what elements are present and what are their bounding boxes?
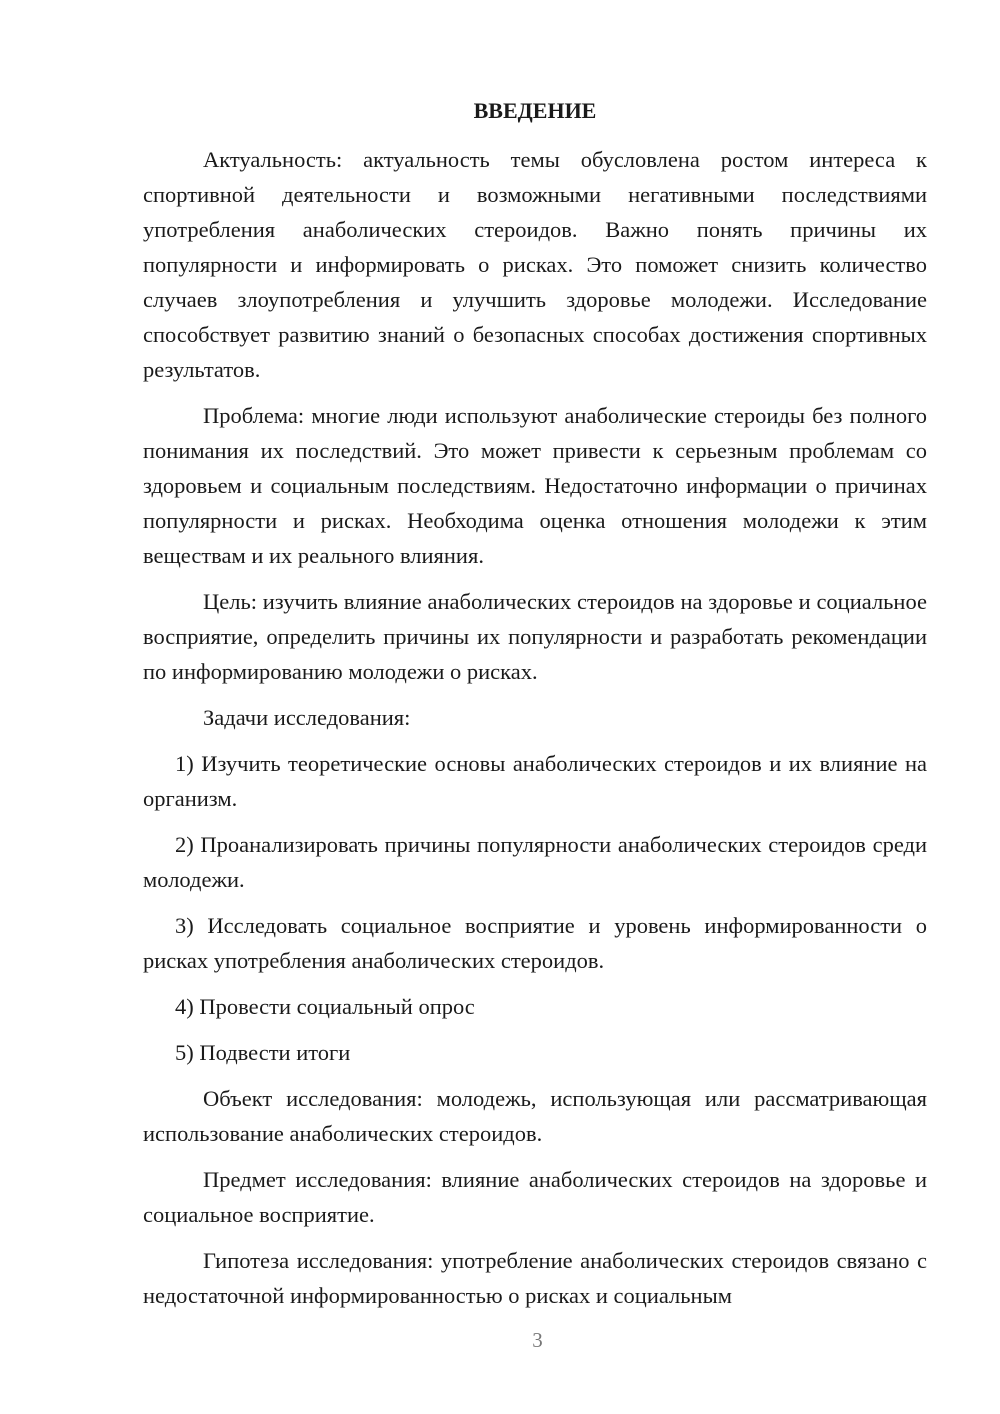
task-item-2: 2) Проанализировать причины популярности анаболических стероидов среди молодежи. (143, 832, 927, 892)
goal-paragraph: Цель: изучить влияние анаболических стероидов на здоровье и социальное восприятие, определить причины их популярности и разработать рекомендации по информированию молодежи о рисках. (143, 589, 927, 684)
page-title: ВВЕДЕНИЕ (473, 98, 597, 123)
relevance-paragraph: Актуальность: актуальность темы обусловлена ростом интереса к спортивной деятельности и возможными негативными последствиями употребления анаболических стероидов. Важно понять причины их популярности и информировать о рисках. Это поможет снизить количество случаев злоупотребления и улучшить здоровье молодежи. Исследование способствует развитию знаний о безопасных способах достижения спортивных результатов. (143, 147, 927, 382)
task-item-1: 1) Изучить теоретические основы анаболических стероидов и их влияние на организм. (143, 751, 927, 811)
subject-paragraph: Предмет исследования: влияние анаболических стероидов на здоровье и социальное восприятие. (143, 1167, 927, 1227)
hypothesis-paragraph: Гипотеза исследования: употребление анаболических стероидов связано с недостаточной информированностью о рисках и социальным (143, 1248, 927, 1308)
task-item-3: 3) Исследовать социальное восприятие и уровень информированности о рисках употребления анаболических стероидов. (143, 913, 927, 973)
page-content (143, 96, 927, 1324)
problem-paragraph: Проблема: многие люди используют анаболические стероиды без полного понимания их последствий. Это может привести к серьезным проблемам со здоровьем и социальным последствиям. Недостаточно информации о причинах популярности и рисках. Необходима оценка отношения молодежи к этим веществам и их реального влияния. (143, 403, 927, 568)
task-item-4: 4) Провести социальный опрос (175, 994, 475, 1019)
task-item-5: 5) Подвести итоги (175, 1040, 351, 1065)
tasks-heading: Задачи исследования: (203, 705, 411, 730)
page-number: 3 (532, 1328, 543, 1352)
object-paragraph: Объект исследования: молодежь, использующая или рассматривающая использование анаболических стероидов. (143, 1086, 927, 1146)
